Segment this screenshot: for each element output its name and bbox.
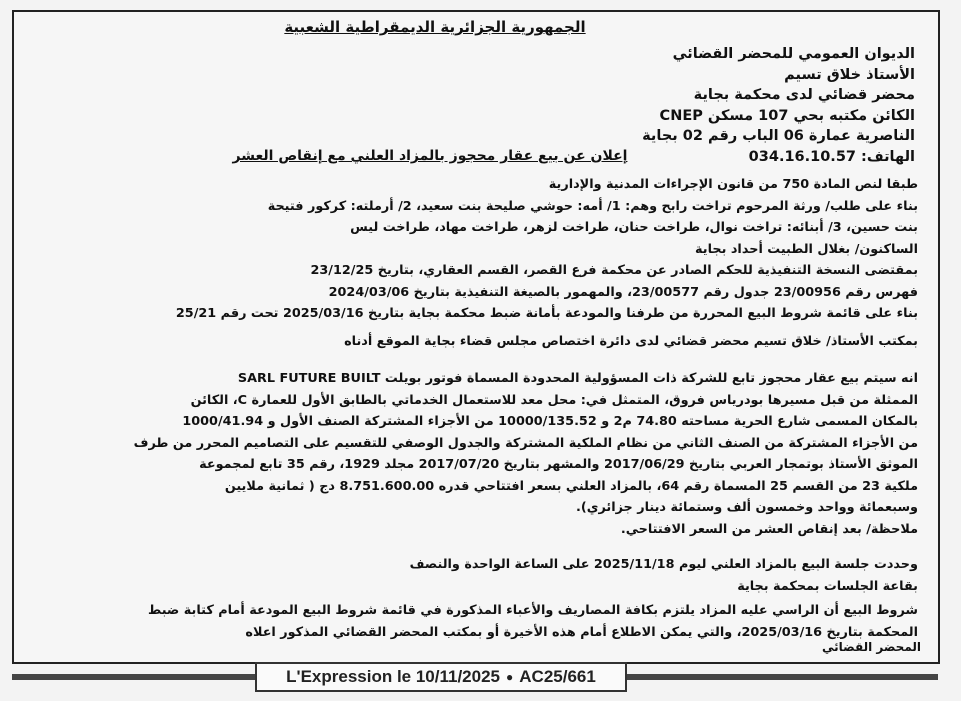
signature: المحضر القضائي	[821, 640, 921, 654]
separator-dot-icon: ●	[506, 670, 514, 684]
text-line: بمكتب الأستاذ/ خلاق تسيم محضر قضائي لدى دائرة اختصاص مجلس قضاء بجاية الموقع أدناه	[344, 333, 918, 349]
text-line: المحكمة بتاريخ 2025/03/16، والتي يمكن الاطلاع أمام هذه الأخيرة أو بمكتب المحضر القضائي المذكور اعلاه	[245, 624, 918, 640]
office-line: محضر قضائي لدى محكمة بجاية	[693, 87, 915, 103]
text-line: بناء على قائمة شروط البيع المحررة من طرفنا والمودعة بأمانة ضبط محكمة بجاية بتاريخ 2025/03/16 تحت رقم 25/21	[175, 306, 918, 321]
text-line: الموثق الأستاذ بوتمجار العربي بتاريخ 2017/06/29 والمشهر بتاريخ 2017/07/20 مجلد 1929، رقم 35 تابع لمجموعة	[199, 457, 918, 472]
paragraph-property	[40, 368, 918, 540]
footer-rule-right	[623, 674, 938, 680]
footer-rule-left	[12, 674, 255, 680]
paragraph-applicants	[40, 174, 918, 260]
text-line: ملكية 23 من القسم 25 المسماة رقم 64، بالمزاد العلني بسعر افتتاحي قدره 8.751.600.00 دج ( ثمانية ملايين	[224, 478, 918, 494]
text-line: من الأجزاء المشتركة من الصنف الثاني من نظام الملكية المشتركة والجدول الوصفي للتقسيم على التصاميم المحرر من طرف	[133, 435, 918, 451]
text-line: الساكنون/ بغلال الطبيت أحداد بجاية	[695, 241, 918, 257]
text-line: انه سيتم بيع عقار محجوز تابع للشركة ذات المسؤولية المحدودة المسماة فوتور بويلت SARL FUTURE BUILT	[237, 371, 918, 386]
office-line: الكائن مكتبه بحي 107 مسكن CNEP	[659, 107, 915, 124]
text-line: طبقا لنص المادة 750 من قانون الإجراءات المدنية والإدارية	[548, 177, 918, 192]
notice-title: إعلان عن بيع عقار محجوز بالمزاد العلني مع إنقاص العشر	[232, 148, 628, 164]
office-phone: الهاتف: 034.16.10.57	[748, 148, 915, 165]
office-line: الناصرية عمارة 06 الباب رقم 02 بجاية	[642, 128, 915, 144]
ad-reference: AC25/661	[519, 667, 596, 686]
text-line: بناء على طلب/ ورثة المرحوم تراخت رابح وهم: 1/ أمه: حوشي صليحة بنت سعيد، 2/ أرملته: كركور فتيحة	[267, 198, 918, 214]
text-line: بمقتضى النسخة التنفيذية للحكم الصادر عن محكمة فرع القصر، القسم العقاري، بتاريخ 23/12/25	[310, 263, 918, 278]
office-line: الديوان العمومي للمحضر القضائي	[672, 46, 915, 62]
paragraph-conditions	[40, 600, 918, 643]
publication-footer	[255, 662, 627, 692]
publication-date: L'Expression le 10/11/2025	[286, 667, 501, 686]
text-line: بالمكان المسمى شارع الحرية مساحته 74.80 م2 و 10000/135.52 من الأجزاء المشتركة الصنف الأول و 1000/41.94	[182, 414, 918, 429]
text-line: شروط البيع أن الراسي عليه المزاد يلتزم بكافة المصاريف والأعباء المذكورة في قائمة شروط البيع المودعة أمام كتابة ضبط	[148, 603, 918, 618]
text-line: الممثلة من قبل مسيرها بودرياس فروق، المتمثل في: محل معد للاستعمال الخدماتي بالطابق الأول للعمارة C، الكائن	[190, 392, 918, 408]
paragraph-session	[40, 554, 918, 597]
text-line: بنت حسين، 3/ أبنائه: تراخت نوال، طراخت حنان، طراخت لزهر، طراخت مهاد، طراخت ليس	[350, 220, 918, 235]
office-line: الأستاذ خلاق تسيم	[784, 66, 915, 83]
paragraph-judgment	[40, 260, 918, 352]
text-line: وحددت جلسة البيع بالمزاد العلني ليوم 2025/11/18 على الساعة الواحدة والنصف	[409, 557, 918, 572]
text-line: بقاعة الجلسات بمحكمة بجاية	[737, 578, 918, 594]
republic-header: الجمهورية الجزائرية الديمقراطية الشعبية	[284, 18, 586, 36]
text-line: وسبعمائة وواحد وخمسون ألف وستمائة دينار جزائري).	[576, 500, 918, 515]
note-line: ملاحظة/ بعد إنقاص العشر من السعر الافتتاحي.	[620, 521, 918, 537]
text-line: فهرس رقم 23/00956 جدول رقم 23/00577، والمهمور بالصيغة التنفيذية بتاريخ 2024/03/06	[328, 284, 918, 300]
